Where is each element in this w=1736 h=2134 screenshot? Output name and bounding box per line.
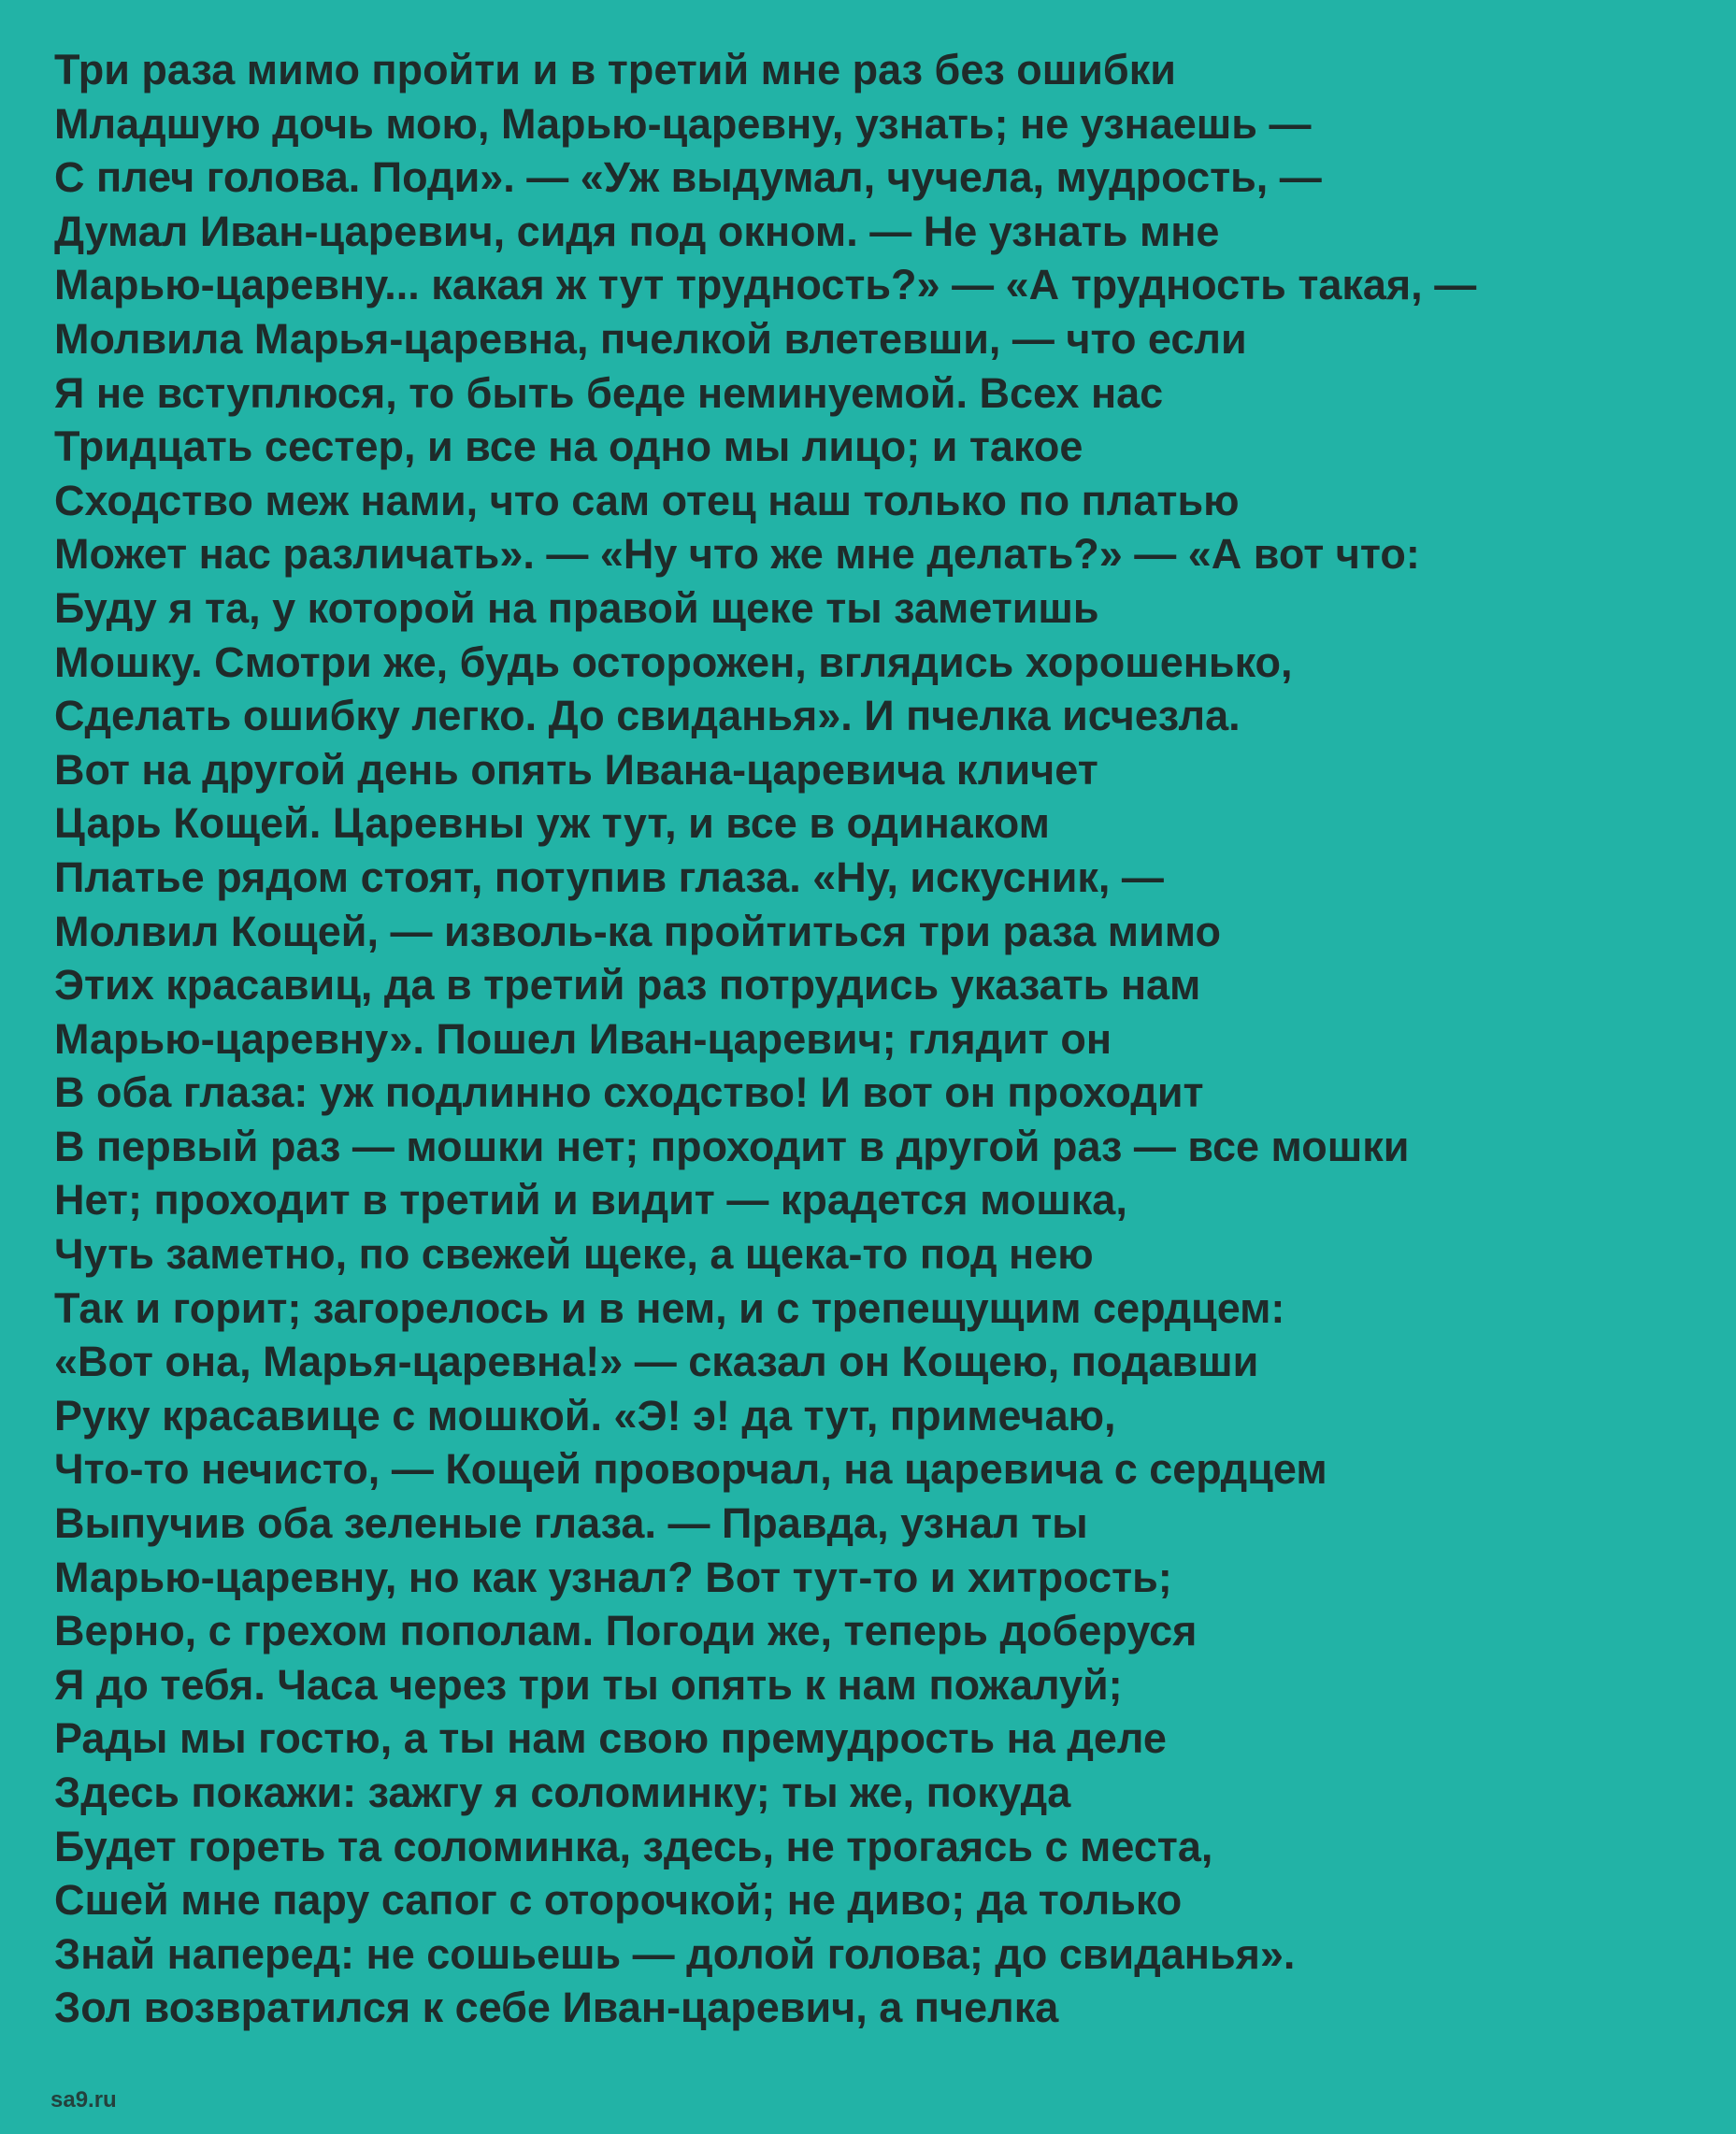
poem-line: Будет гореть та соломинка, здесь, не трогаясь с места, [54, 1822, 1213, 1870]
poem-line: Буду я та, у которой на правой щеке ты заметишь [54, 583, 1099, 632]
poem-line: Может нас различать». — «Ну что же мне делать?» — «А вот что: [54, 530, 1420, 579]
poem-line: Мошку. Смотри же, будь осторожен, вглядись хорошенько, [54, 637, 1293, 686]
poem-line: Молвил Кощей, — изволь-ка пройтиться три раза мимо [54, 907, 1221, 955]
poem-line: В оба глаза: уж подлинно сходство! И вот он проходит [54, 1068, 1204, 1117]
poem-line: Сделать ошибку легко. До свиданья». И пчелка исчезла. [54, 692, 1241, 740]
poem-text [54, 43, 1718, 2035]
poem-line: Тридцать сестер, и все на одно мы лицо; и такое [54, 423, 1083, 471]
poem-line: Верно, с грехом пополам. Погоди же, теперь доберуся [54, 1607, 1198, 1655]
poem-line: Молвила Марья-царевна, пчелкой влетевши, — что если [54, 314, 1247, 363]
poem-line: Марью-царевну, но как узнал? Вот тут-то и хитрость; [54, 1553, 1172, 1601]
poem-line: Руку красавице с мошкой. «Э! э! да тут, примечаю, [54, 1391, 1116, 1439]
poem-line: Платье рядом стоят, потупив глаза. «Ну, искусник, — [54, 852, 1164, 901]
poem-line: Этих красавиц, да в третий раз потрудись указать нам [54, 961, 1201, 1010]
source-watermark: sa9.ru [50, 2087, 117, 2113]
poem-line: Сшей мне пару сапог с оторочкой; не диво; да только [54, 1876, 1183, 1925]
poem-line: Так и горит; загорелось и в нем, и с трепещущим сердцем: [54, 1283, 1285, 1332]
poem-line: Зол возвратился к себе Иван-царевич, а пчелка [54, 1984, 1059, 2032]
poem-line: Марью-царевну». Пошел Иван-царевич; глядит он [54, 1014, 1112, 1063]
poem-line: Что-то нечисто, — Кощей проворчал, на царевича с сердцем [54, 1445, 1327, 1494]
poem-line: Царь Кощей. Царевны уж тут, и все в одинаком [54, 799, 1050, 848]
poem-line: Марью-царевну... какая ж тут трудность?» — «А трудность такая, — [54, 261, 1477, 309]
poem-line: Три раза мимо пройти и в третий мне раз без ошибки [54, 46, 1176, 93]
poem-line: Нет; проходит в третий и видит — крадется мошка, [54, 1176, 1127, 1225]
poem-line: С плеч голова. Поди». — «Уж выдумал, чучела, мудрость, — [54, 153, 1322, 202]
poem-line: Младшую дочь мою, Марью-царевну, узнать; не узнаешь — [54, 99, 1312, 148]
poem-line: «Вот она, Марья-царевна!» — сказал он Кощею, подавши [54, 1338, 1259, 1386]
poem-line: Рады мы гостю, а ты нам свою премудрость на деле [54, 1714, 1167, 1763]
poem-line: Сходство меж нами, что сам отец наш только по платью [54, 476, 1240, 524]
poem-line: Чуть заметно, по свежей щеке, а щека-то под нею [54, 1230, 1094, 1279]
poem-line: Здесь покажи: зажгу я соломинку; ты же, покуда [54, 1769, 1071, 1816]
poem-line: Вот на другой день опять Ивана-царевича кличет [54, 745, 1098, 794]
poem-line: В первый раз — мошки нет; проходит в другой раз — все мошки [54, 1122, 1410, 1170]
poem-line: Выпучив оба зеленые глаза. — Правда, узнал ты [54, 1499, 1088, 1548]
poem-line: Думал Иван-царевич, сидя под окном. — Не узнать мне [54, 207, 1220, 255]
poem-line: Знай наперед: не сошьешь — долой голова; до свиданья». [54, 1929, 1296, 1978]
poem-line: Я до тебя. Часа через три ты опять к нам пожалуй; [54, 1660, 1123, 1709]
poem-line: Я не вступлюся, то быть беде неминуемой. Всех нас [54, 368, 1164, 417]
